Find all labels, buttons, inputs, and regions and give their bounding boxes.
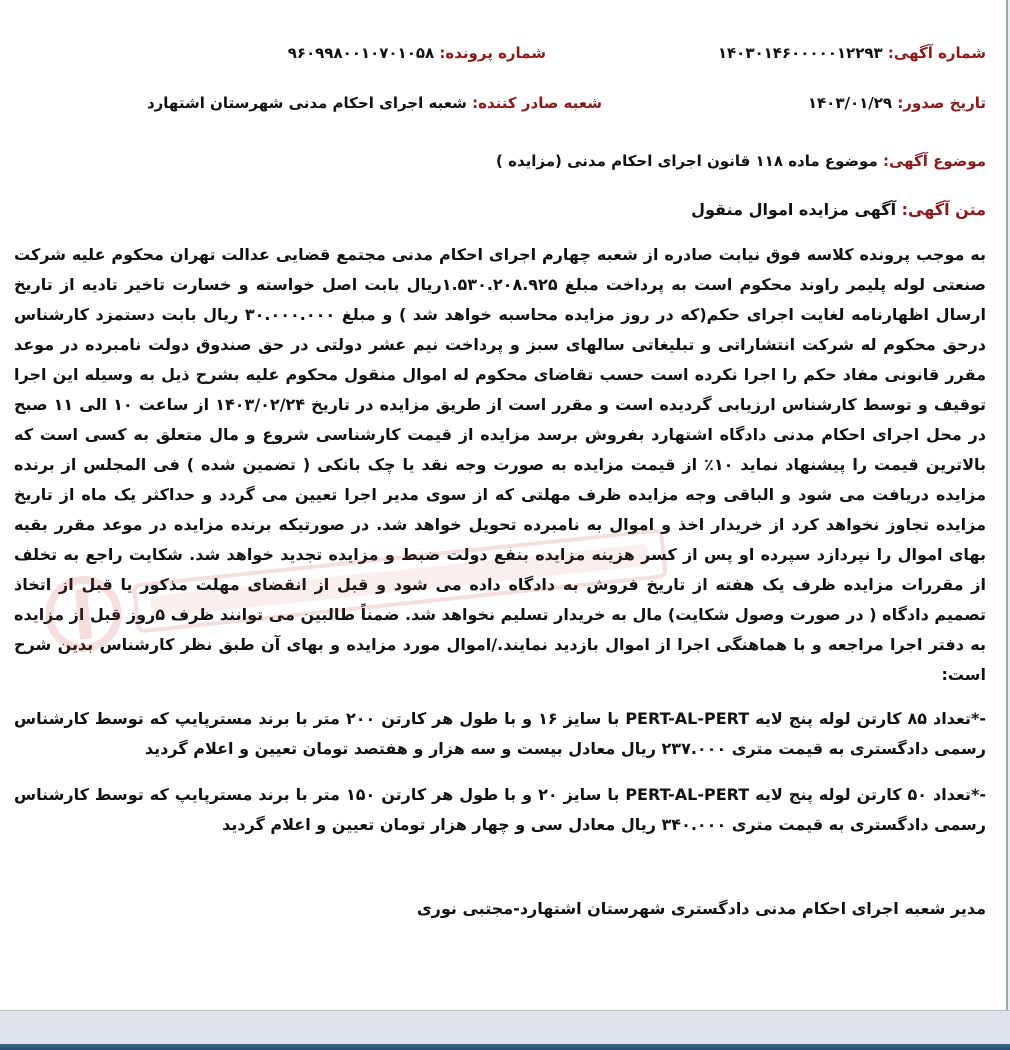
case-number-row (288, 44, 546, 62)
case-number-label: شماره پرونده: (439, 44, 546, 62)
text-label: متن آگهی: (901, 200, 986, 219)
ad-number-label: شماره آگهی: (887, 44, 986, 62)
taskbar-strip (0, 1044, 1010, 1050)
auction-item-1: -*تعداد ۸۵ کارتن لوله پنج لایه PERT-AL-PERT با سایز ۱۶ و با طول هر کارتن ۲۰۰ متر با برند مسترپایپ که توسط کارشناس رسمی دادگستری به قیمت متری ۲۳۷.۰۰۰ ریال معادل بیست و سه هزار و هفتصد تومان تعیین و اعلام گردید (14, 709, 987, 758)
text-title-value: آگهی مزایده اموال منقول (691, 200, 897, 219)
case-number-value: ۹۶۰۹۹۸۰۰۱۰۷۰۱۰۵۸ (287, 44, 435, 62)
text-title-row (691, 200, 986, 219)
issue-date-row (808, 94, 986, 112)
ad-number-row (718, 44, 986, 62)
issuer-label: شعبه صادر کننده: (472, 94, 602, 112)
window-bottom-bar (0, 1010, 1010, 1050)
announcement-body: به موجب پرونده کلاسه فوق نیابت صادره از شعبه چهارم اجرای احکام مدنی مجتمع قضایی عدالت تهران محکوم علیه شرکت صنعتی لوله پلیمر راوند محکوم است به پرداخت مبلغ ۱.۵۳۰.۲۰۸.۹۲۵ریال بابت اصل خواسته و خسارت تاخیر تادیه از تاریخ ارسال اظهارنامه لغایت اجرای حکم(که در روز مزایده محاسبه خواهد شد ) و مبلغ ۳۰.۰۰۰.۰۰۰ ریال بابت دستمزد کارشناس درحق محکوم له شرکت انتشاراتی و تبلیغاتی سالهای سبز و پرداخت نیم عشر دولتی در حق صندوق دولت نامبرده در موعد مقرر قانونی مفاد حکم را اجرا نکرده است حسب تقاضای محکوم له اموال منقول محکوم علیه بشرح ذیل به وسیله این اجرا توقیف و توسط کارشناس ارزیابی گردیده است و مقرر است از طریق مزایده در تاریخ ۱۴۰۳/۰۲/۲۴ از ساعت ۱۰ الی ۱۱ صبح در محل اجرای احکام مدنی دادگاه اشتهارد بفروش برسد مزایده از قیمت کارشناسی شروع و مال متعلق به کسی است که بالاترین قیمت را پیشنهاد نماید ۱۰٪ از قیمت مزایده به صورت وجه نقد یا چک بانکی ( تضمین شده ) فی المجلس از برنده مزایده دریافت می شود و الباقی وجه مزایده ظرف مهلتی که از سوی مدیر اجرا تعیین می گردد و حداکثر یک ماه از تاریخ مزایده تجاوز نخواهد کرد از خریدار اخذ و اموال به نامبرده تحویل خواهد شد. در صورتیکه برنده مزایده در موعد مقرر بقیه بهای اموال را نپردازد سپرده او پس از کسر هزینه مزایده بنفع دولت ضبط و مزایده تجدید خواهد شد. شکایت راجع به تخلف از مقررات مزایده ظرف یک هفته از تاریخ فروش به دادگاه داده می شود و قبل از انقضای مهلت مذکور یا قبل از اتخاذ تصمیم دادگاه ( در صورت وصول شکایت) مال به خریدار تسلیم نخواهد شد. ضمناً طالبین می توانند ظرف ۵روز قبل از مزایده به دفتر اجرا مراجعه و با هماهنگی اجرا از اموال بازدید نمایند./اموال مورد مزایده و بهای آن طبق نظر کارشناس بدین شرح است: (14, 245, 987, 684)
ad-number-value: ۱۴۰۳۰۱۴۶۰۰۰۰۰۱۲۲۹۳ (717, 44, 883, 62)
subject-row (496, 152, 986, 170)
issue-date-value: ۱۴۰۳/۰۱/۲۹ (807, 94, 893, 112)
issuer-value: شعبه اجرای احکام مدنی شهرستان اشتهارد (146, 94, 467, 112)
subject-label: موضوع آگهی: (882, 152, 986, 170)
subject-value: موضوع ماده ۱۱۸ قانون اجرای احکام مدنی (مزایده ) (496, 152, 878, 170)
issuer-row (147, 94, 602, 112)
issue-date-label: تاریخ صدور: (897, 94, 986, 112)
auction-item-2: -*تعداد ۵۰ کارتن لوله پنج لایه PERT-AL-PERT با سایز ۲۰ و با طول هر کارتن ۱۵۰ متر با برند مسترپایپ که توسط کارشناس رسمی دادگستری به قیمت متری ۳۴۰.۰۰۰ ریال معادل سی و چهار هزار تومان تعیین و اعلام گردید (14, 785, 987, 834)
signature: مدیر شعبه اجرای احکام مدنی دادگستری شهرستان اشتهارد-مجتبی نوری (417, 899, 986, 918)
